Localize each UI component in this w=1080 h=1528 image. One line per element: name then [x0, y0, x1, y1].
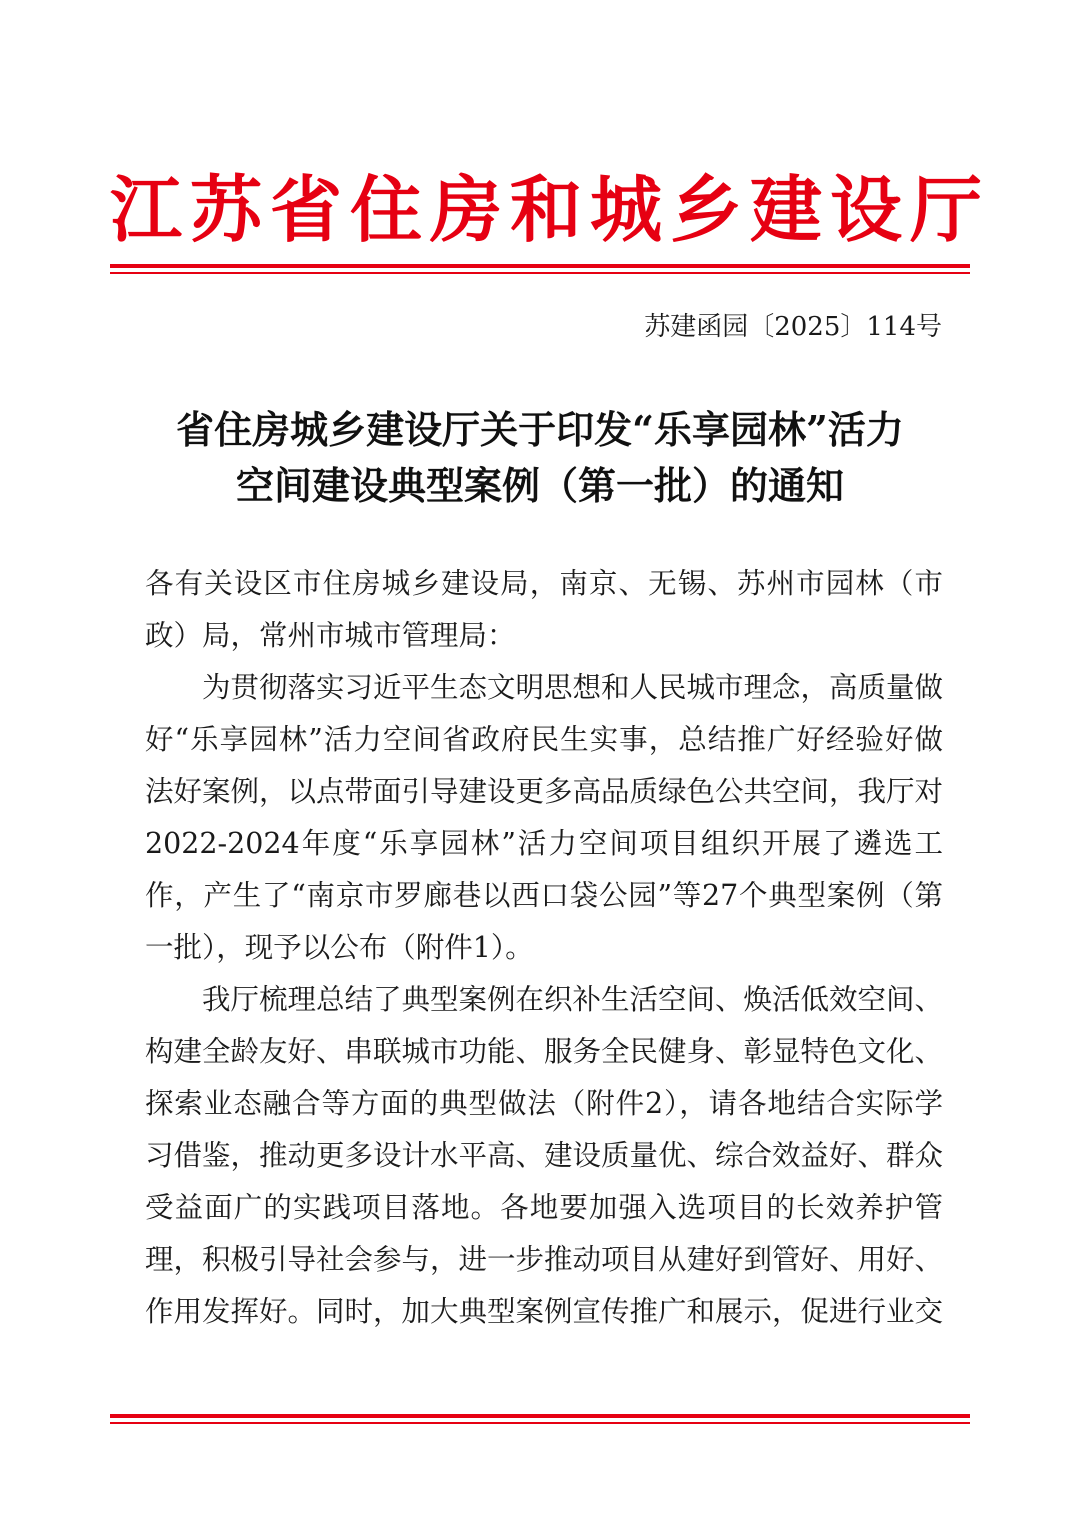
footer-red-rule-thick [110, 1414, 970, 1418]
document-title-line-2: 空间建设典型案例（第一批）的通知 [235, 463, 844, 508]
issuing-organization-name: 江苏省住房和城乡建设厅 [110, 167, 991, 252]
footer-red-rule-thin [110, 1422, 970, 1424]
body-paragraph-1: 为贯彻落实习近平生态文明思想和人民城市理念，高质量做好“乐享园林”活力空间省政府民生实事，总结推广好经验好做法好案例，以点带面引导建设更多高品质绿色公共空间，我厅对2022-2024年度“乐享园林”活力空间项目组织开展了遴选工作，产生了“南京市罗廊巷以西口袋公园”等27个典型案例（第一批），现予以公布（附件1）。 [145, 671, 944, 964]
document-number: 苏建函园〔2025〕114号 [644, 312, 942, 342]
document-title [110, 402, 970, 514]
header-red-rule-thick [110, 264, 970, 268]
header-red-rule-thin [110, 272, 970, 274]
salutation: 各有关设区市住房城乡建设局，南京、无锡、苏州市园林（市政）局，常州市城市管理局： [145, 567, 943, 652]
document-body [145, 558, 943, 1338]
document-title-line-1: 省住房城乡建设厅关于印发“乐享园林”活力 [176, 407, 904, 452]
body-paragraph-2: 我厅梳理总结了典型案例在织补生活空间、焕活低效空间、构建全龄友好、串联城市功能、服务全民健身、彰显特色文化、探索业态融合等方面的典型做法（附件2），请各地结合实际学习借鉴，推动更多设计水平高、建设质量优、综合效益好、群众受益面广的实践项目落地。各地要加强入选项目的长效养护管理，积极引导社会参与，进一步推动项目从建好到管好、用好、作用发挥好。同时，加大典型案例宣传推广和展示，促进行业交 [145, 983, 944, 1328]
